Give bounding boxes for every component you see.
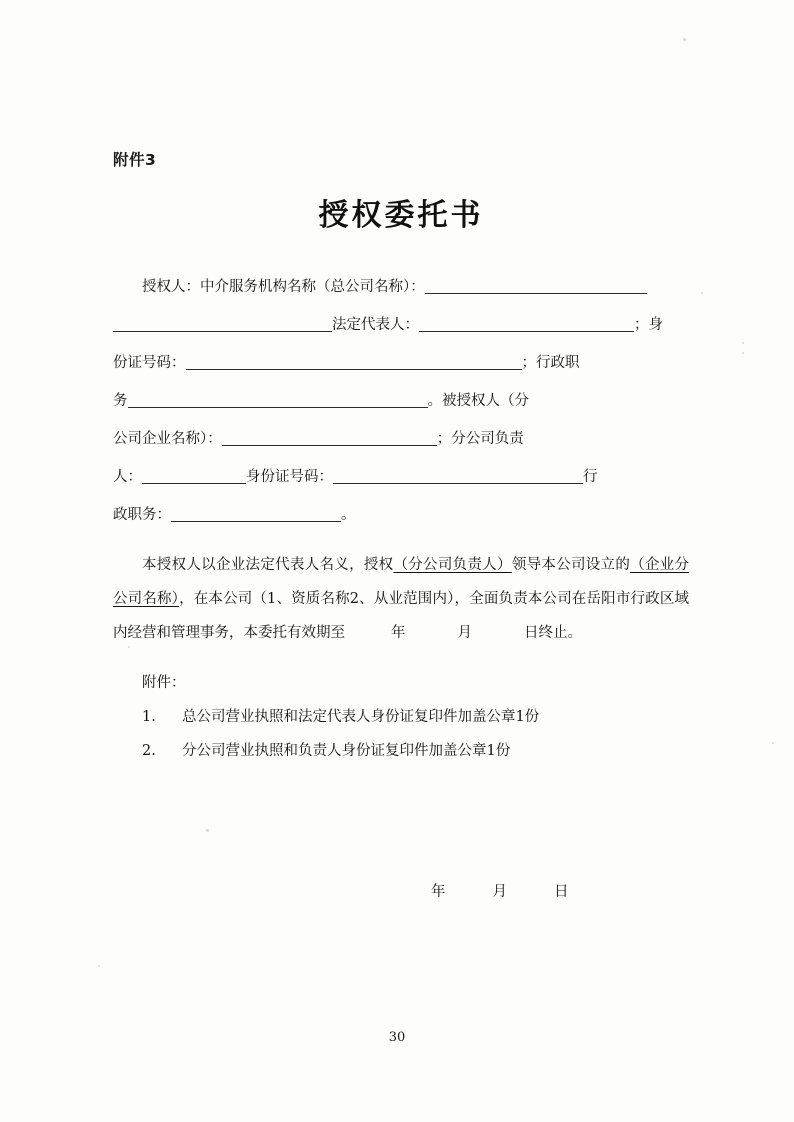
statement-part-4: 终止。 xyxy=(538,625,582,641)
position-tail: 。被授权人（分 xyxy=(427,393,529,409)
branch-head-id-input[interactable] xyxy=(333,468,583,484)
form-line-position xyxy=(113,382,689,420)
branch-head-tail: 行 xyxy=(583,469,598,485)
legal-rep-prefix-input[interactable] xyxy=(113,316,332,332)
branch-head-input[interactable] xyxy=(142,468,246,484)
id-number-tail: ；行政职 xyxy=(521,355,580,371)
attachments-heading: 附件： xyxy=(142,675,186,691)
page-title: 授权委托书 xyxy=(318,198,484,233)
legal-rep-input[interactable] xyxy=(419,316,634,332)
form-line-branch-name xyxy=(113,420,689,458)
id-number-label: 份证号码： xyxy=(113,355,186,371)
statement-month: 月 xyxy=(457,625,472,641)
list-item-label: 总公司营业执照和法定代表人身份证复印件加盖公章1份 xyxy=(182,709,540,725)
statement-branch-head-placeholder: （分公司负责人） xyxy=(393,557,512,573)
form-line-id-number xyxy=(113,344,689,382)
list-item-number: 1. xyxy=(142,709,156,725)
list-item xyxy=(113,700,689,734)
admin-position-input[interactable] xyxy=(171,506,341,522)
statement-day: 日 xyxy=(524,625,539,641)
authorization-statement xyxy=(113,548,689,650)
authorizer-input[interactable] xyxy=(425,278,647,294)
attachment-label: 附件3 xyxy=(113,151,157,169)
form-line-legal-rep xyxy=(113,306,689,344)
statement-year: 年 xyxy=(391,625,406,641)
admin-position-tail: 。 xyxy=(341,507,356,523)
legal-rep-label: 法定代表人： xyxy=(332,317,419,333)
form-line-admin-position xyxy=(113,496,689,534)
form-line-authorizer xyxy=(113,268,689,306)
authorizer-label: 授权人：中介服务机构名称（总公司名称）： xyxy=(142,279,425,295)
page-number: 30 xyxy=(388,1030,406,1045)
branch-name-tail: ；分公司负责 xyxy=(436,431,524,447)
attachments-list xyxy=(113,700,689,768)
signature-day: 日 xyxy=(554,884,570,900)
authorization-form xyxy=(113,268,689,534)
document-body xyxy=(113,148,689,901)
admin-position-label: 政职务： xyxy=(113,507,171,523)
signature-year: 年 xyxy=(431,884,447,900)
statement-branch-name-placeholder: （企业分公司名称） xyxy=(113,557,690,607)
branch-name-input[interactable] xyxy=(222,430,437,446)
statement-part-2: 领导本公司设立的 xyxy=(511,557,631,573)
branch-name-label: 公司企业名称）： xyxy=(113,431,222,447)
statement-part-3: ，在本公司（1、资质名称2、从业范围内），全面负责本公司在岳阳市行政区域内经营和管理事务，本委托有效期至 xyxy=(113,591,690,641)
signature-month: 月 xyxy=(492,884,508,900)
legal-rep-tail: ；身 xyxy=(634,317,663,333)
list-item-label: 分公司营业执照和负责人身份证复印件加盖公章1份 xyxy=(182,743,511,759)
position-label: 务 xyxy=(113,393,128,409)
id-number-input[interactable] xyxy=(186,354,522,370)
signature-date-line xyxy=(113,880,689,901)
position-input[interactable] xyxy=(128,392,428,408)
list-item xyxy=(113,734,689,768)
branch-head-label: 人： xyxy=(113,469,142,485)
form-line-branch-head xyxy=(113,458,689,496)
list-item-number: 2. xyxy=(142,743,156,759)
branch-head-id-label: 身份证号码： xyxy=(246,469,333,485)
statement-part-1: 本授权人以企业法定代表人名义，授权 xyxy=(142,557,394,573)
